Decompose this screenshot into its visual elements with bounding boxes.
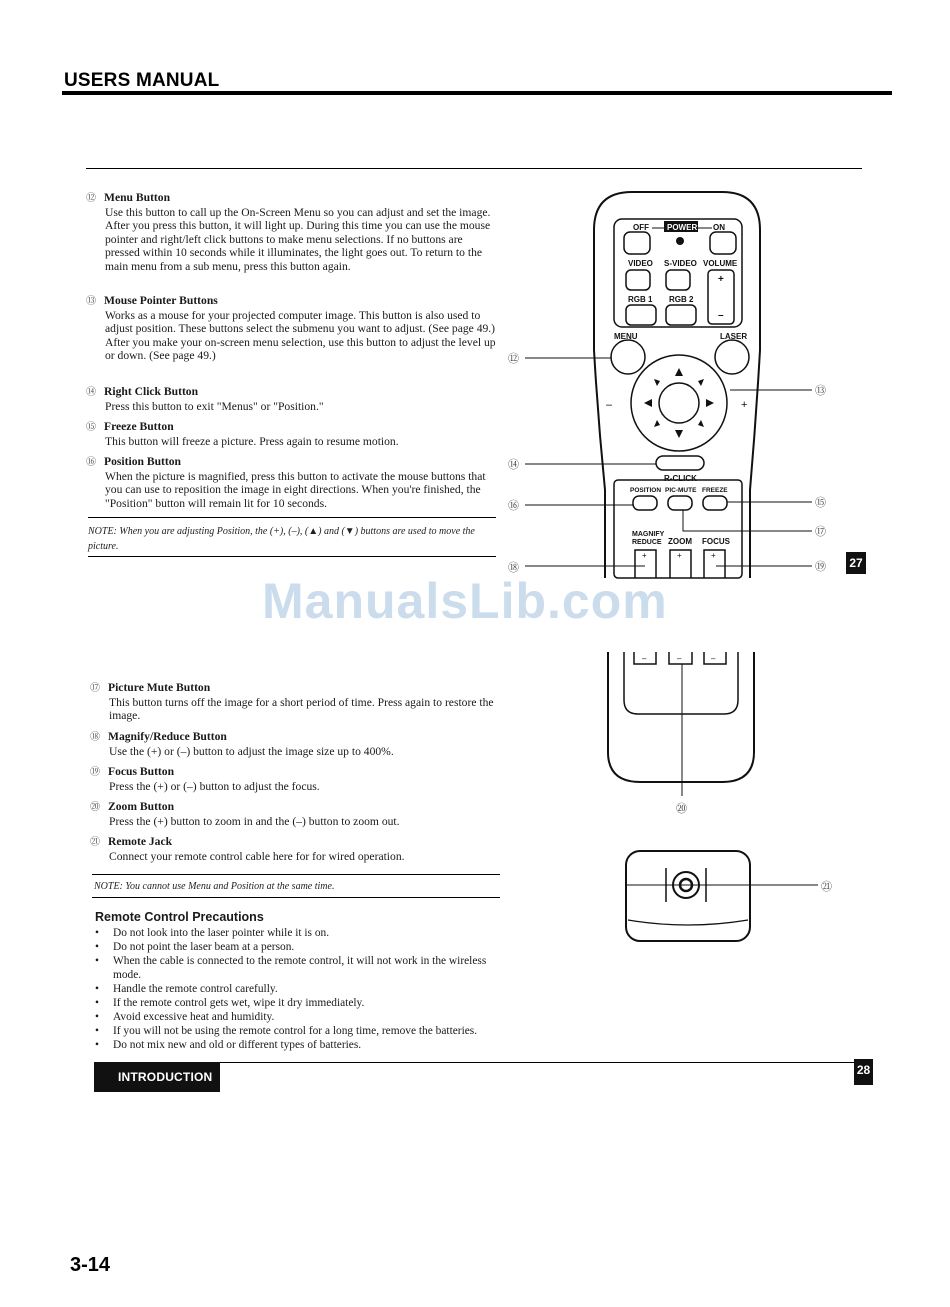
item-body: Connect your remote control cable here for for wired operation. [109, 849, 405, 863]
list-item: • Do not look into the laser pointer while it is on. [95, 926, 505, 940]
callout-14: ⑭ [508, 459, 519, 471]
rclick-label: R-CLICK [664, 474, 697, 483]
arrow-left-icon [644, 399, 652, 407]
rgb1-button [626, 305, 656, 325]
rgb2-button [666, 305, 696, 325]
side-badge-lower: 28 [854, 1059, 873, 1085]
volume-minus: – [718, 310, 724, 321]
arrow-right-icon [706, 399, 714, 407]
arrow-down-right-icon [698, 420, 704, 427]
list-item: • When the cable is connected to the remote control, it will not work in the wireless mode. [95, 954, 505, 982]
callout-20: ⑳ [676, 803, 687, 815]
laser-button [715, 340, 749, 374]
list-item: • If the remote control gets wet, wipe it dry immediately. [95, 996, 505, 1010]
on-label: ON [713, 223, 725, 232]
callout-17: ⑰ [815, 526, 826, 538]
item-title: Remote Jack [108, 835, 173, 848]
callout-16: ⑯ [508, 500, 519, 512]
mouse-pad-center [659, 383, 699, 423]
freeze-label: FREEZE [702, 487, 728, 494]
item-number: ⑭ [86, 387, 96, 398]
callout-13: ⑬ [815, 385, 826, 397]
svideo-label: S-VIDEO [664, 259, 697, 268]
focus-label: FOCUS [702, 537, 730, 546]
picmute-button [668, 496, 692, 510]
item-number: ㉑ [90, 837, 100, 848]
section-tab: INTRODUCTION [94, 1062, 220, 1092]
power-label: POWER [667, 223, 698, 232]
list-item: • Do not mix new and old or different types of batteries. [95, 1038, 505, 1052]
callout-15: ⑮ [815, 497, 826, 509]
list-item: • If you will not be using the remote control for a long time, remove the batteries. [95, 1024, 505, 1038]
menu-label: MENU [614, 332, 638, 341]
picmute-label: PIC-MUTE [665, 487, 697, 494]
item-body: When the picture is magnified, press this button to activate the mouse buttons that you can use to reposition the image in eight directions. When you're finished, the "Position" button will remain lit for 10 seconds. [105, 469, 486, 510]
item-body: Press the (+) or (–) button to adjust the focus. [109, 779, 320, 793]
item-body: Press this button to exit "Menus" or "Position." [105, 399, 324, 413]
note-menu-position: NOTE: You cannot use Menu and Position at the same time. [94, 881, 335, 892]
item-title: Picture Mute Button [108, 681, 211, 694]
focus-minus: – [711, 654, 716, 663]
pad-minus: – [606, 399, 613, 411]
side-badge-upper: 27 [846, 552, 866, 574]
item-title: Mouse Pointer Buttons [104, 294, 218, 307]
off-label: OFF [633, 223, 649, 232]
video-label: VIDEO [628, 259, 653, 268]
remote-jack-edge [628, 920, 748, 925]
callout-19: ⑲ [815, 561, 826, 573]
reduce-label: REDUCE [632, 539, 662, 546]
list-item: • Handle the remote control carefully. [95, 982, 505, 996]
arrow-down-icon [675, 430, 683, 438]
precautions-heading: Remote Control Precautions [95, 910, 264, 924]
item-body: Works as a mouse for your projected computer image. This button is also used to adjust position. These buttons select the submenu you want to adjust. (See page 49.) After you make your on-screen menu selection, use this button to adjust the level up or down. (See page 49.) [105, 308, 496, 363]
magnify-plus: + [642, 551, 647, 560]
item-title: Magnify/Reduce Button [108, 730, 227, 743]
list-item: • Do not point the laser beam at a person. [95, 940, 505, 954]
volume-plus: + [718, 274, 724, 285]
item-number: ⑬ [86, 296, 96, 307]
arrow-up-right-icon [698, 379, 704, 386]
item-number: ⑯ [86, 457, 96, 468]
list-item: • Avoid excessive heat and humidity. [95, 1010, 505, 1024]
lower-button-panel [614, 480, 742, 578]
freeze-button [703, 496, 727, 510]
note-position: NOTE: When you are adjusting Position, the (+), (–), (▲) and (▼) buttons are used to move the picture. [88, 526, 475, 552]
item-title: Focus Button [108, 765, 175, 778]
manual-title: USERS MANUAL [64, 70, 220, 91]
item-number: ⑮ [86, 422, 96, 433]
off-button [624, 232, 650, 254]
focus-plus: + [711, 551, 716, 560]
position-label: POSITION [630, 487, 662, 494]
item-title: Position Button [104, 455, 181, 468]
remote-lower-body [608, 652, 754, 782]
zoom-label: ZOOM [668, 537, 692, 546]
laser-label: LASER [720, 332, 748, 341]
arrow-up-left-icon [654, 379, 660, 386]
item-number: ⑰ [90, 683, 100, 694]
item-body: Press the (+) button to zoom in and the (–) button to zoom out. [109, 814, 400, 828]
watermark: ManualsLib.com [262, 573, 668, 629]
arrow-down-left-icon [654, 420, 660, 427]
item-number: ⑳ [90, 802, 100, 813]
item-number: ⑲ [90, 767, 100, 778]
zoom-minus: – [677, 654, 682, 663]
position-button [633, 496, 657, 510]
leader-17 [683, 510, 812, 531]
video-button [626, 270, 650, 290]
item-title: Zoom Button [108, 800, 175, 813]
callout-21: ㉑ [821, 881, 832, 893]
item-body: Use the (+) or (–) button to adjust the image size up to 400%. [109, 744, 394, 758]
pad-plus: + [741, 399, 748, 411]
item-number: ⑫ [86, 193, 96, 204]
magnify-minus: – [642, 654, 647, 663]
page-number: 3-14 [70, 1254, 111, 1276]
menu-button [611, 340, 645, 374]
item-body: This button will freeze a picture. Press again to resume motion. [105, 434, 399, 448]
item-title: Freeze Button [104, 420, 174, 433]
on-button [710, 232, 736, 254]
magnify-label: MAGNIFY [632, 531, 665, 538]
item-number: ⑱ [90, 732, 100, 743]
volume-label: VOLUME [703, 259, 738, 268]
callout-12: ⑫ [508, 353, 519, 365]
item-title: Right Click Button [104, 385, 199, 398]
zoom-plus: + [677, 551, 682, 560]
arrow-up-icon [675, 368, 683, 376]
rclick-button [656, 456, 704, 470]
item-body: This button turns off the image for a short period of time. Press again to restore the image. [109, 695, 494, 723]
rgb2-label: RGB 2 [669, 295, 694, 304]
power-indicator-dot [676, 237, 684, 245]
remote-jack-housing [626, 851, 750, 941]
callout-18: ⑱ [508, 562, 519, 574]
rgb1-label: RGB 1 [628, 295, 653, 304]
svideo-button [666, 270, 690, 290]
item-title: Menu Button [104, 191, 171, 204]
item-body: Use this button to call up the On-Screen Menu so you can adjust and set the image. After you press this button, it will light up. During this time you can use the mouse pointer and right/left click buttons to make menu selections. If no buttons are pressed within 10 seconds while it illuminates, the light goes out. To return to the main menu from a sub menu, press this button again. [105, 205, 491, 273]
